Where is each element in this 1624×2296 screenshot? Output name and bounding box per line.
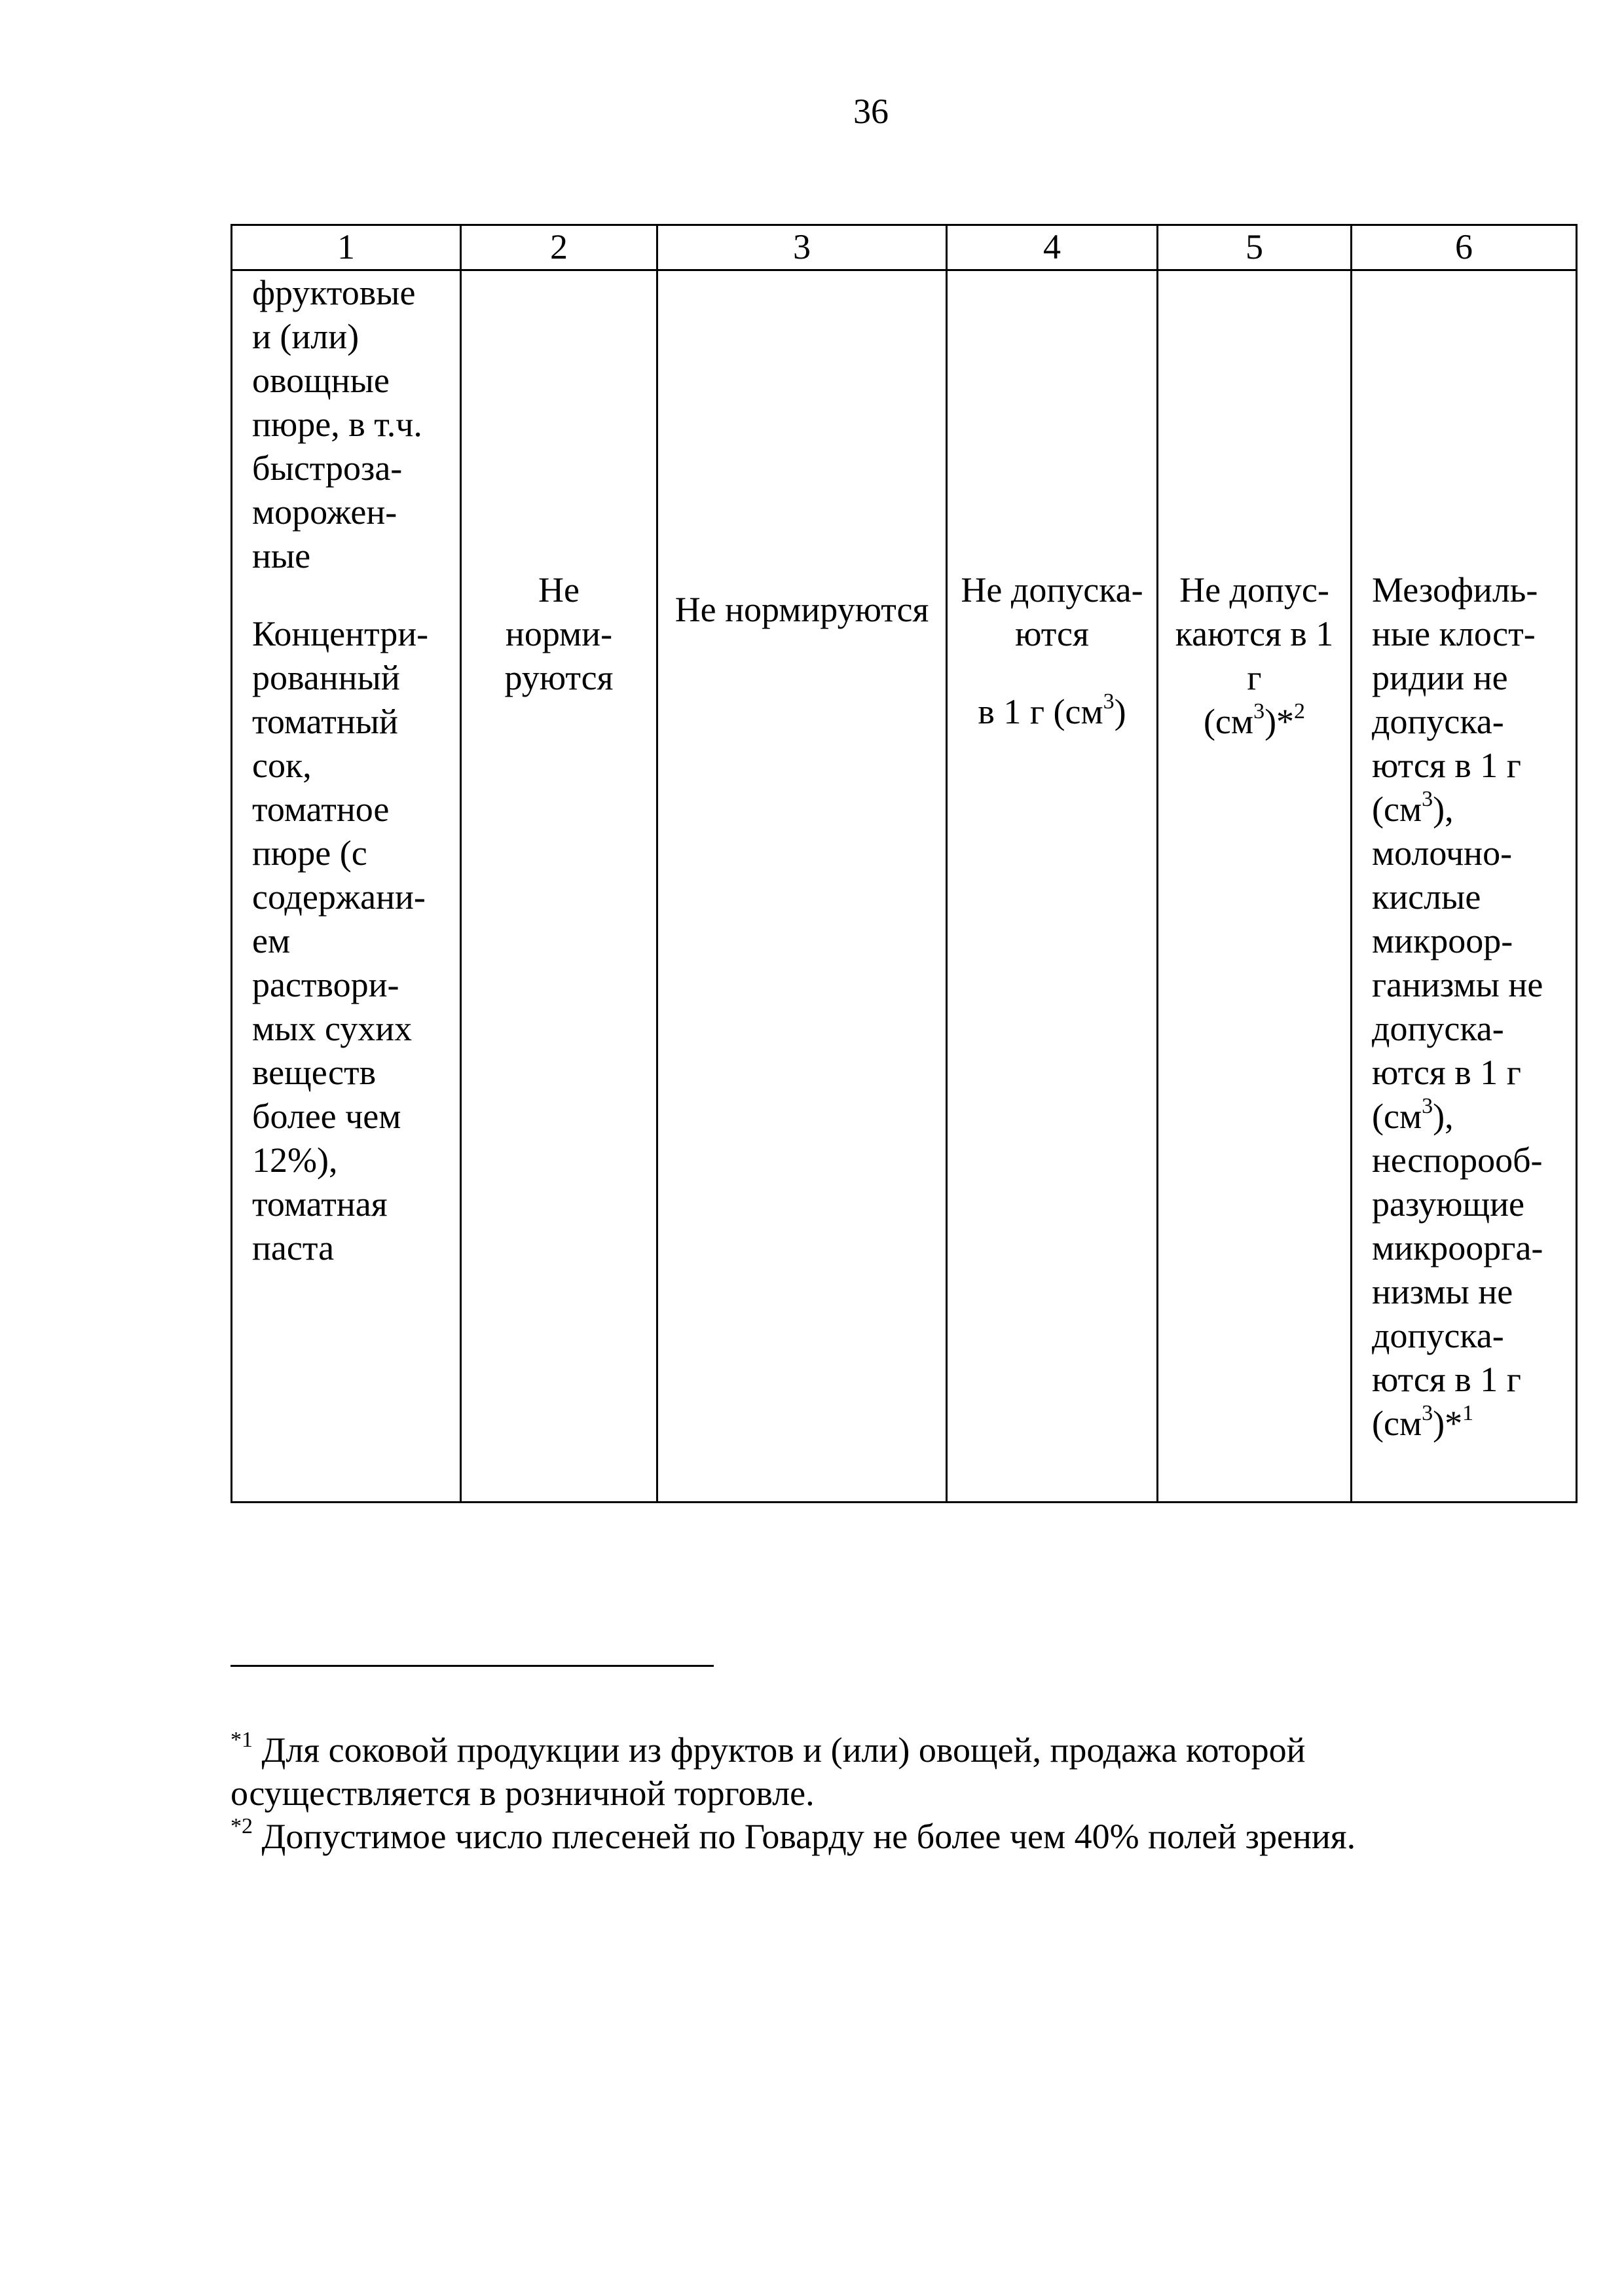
header-cell-4: 4	[947, 225, 1158, 270]
text-line: рованный	[252, 658, 400, 697]
text-line: томатное	[252, 790, 390, 829]
text-line: руются	[504, 658, 614, 697]
footnote-1-cont: осуществляется в розничной торговле.	[231, 1774, 815, 1813]
text-line: микрооргa-	[1372, 1228, 1543, 1267]
col4-cell	[947, 270, 1158, 1503]
footnote-separator	[231, 1665, 714, 1667]
text-line: морожен-	[252, 492, 397, 532]
footnote-text: Для соковой продукции из фруктов и (или) овощей, продажа которой	[253, 1730, 1306, 1770]
text-line: ются в 1 г	[1372, 1360, 1521, 1399]
text-line: $(см^3)*^2$	[1203, 699, 1306, 741]
text-line: неспорооб-	[1372, 1140, 1543, 1180]
header-cell-5: 5	[1158, 225, 1352, 270]
text-line: разующие	[1372, 1184, 1524, 1224]
text-line: в 1 г $(см^3)$	[978, 689, 1126, 731]
col3-cell	[657, 270, 947, 1503]
text-line: пюре, в т.ч.	[252, 405, 422, 444]
text-line: ганизмы не	[1372, 965, 1543, 1004]
text-line: Не допус-	[1179, 570, 1329, 610]
header-cell-3: 3	[657, 225, 947, 270]
text-line: ются в 1 г	[1372, 746, 1521, 785]
product-group-puree	[252, 271, 454, 578]
text-line: более чем	[252, 1097, 401, 1136]
page-number: 36	[853, 92, 889, 131]
text-line: ются	[1015, 614, 1089, 653]
text-line: низмы не	[1372, 1272, 1513, 1311]
text-line: содержани-	[252, 877, 426, 917]
text-line: томатный	[252, 702, 398, 741]
footnote-text: Допустимое число плесеней по Говарду не более чем 40% полей зрения.	[253, 1817, 1356, 1856]
text-line: веществ	[252, 1053, 377, 1092]
text-line: микроор-	[1372, 921, 1513, 960]
text-line: 12%),	[252, 1140, 338, 1180]
col6-cell	[1352, 270, 1577, 1503]
text-line: Мезофиль-	[1372, 570, 1538, 610]
text-line: Не	[538, 570, 580, 610]
text-line: Не допуска-	[961, 570, 1143, 610]
text-line: допуска-	[1372, 1009, 1504, 1048]
text-line: Концентри-	[252, 614, 429, 653]
text-line: паста	[252, 1228, 335, 1267]
text-line: ются в 1 г	[1372, 1053, 1521, 1092]
text-line: мых сухих	[252, 1009, 413, 1048]
text-line: быстроза-	[252, 448, 403, 488]
text-line: норми-	[505, 614, 613, 653]
footnote-marker: *1	[231, 1728, 253, 1752]
text-line: молочно-	[1372, 833, 1513, 873]
text-line: раствори-	[252, 965, 399, 1004]
text-line: ные	[252, 536, 311, 575]
header-cell-1: 1	[232, 225, 461, 270]
table-header-row	[232, 225, 1577, 270]
text-line: ные клост-	[1372, 614, 1536, 653]
footnotes	[231, 1728, 1576, 1858]
header-cell-2: 2	[461, 225, 657, 270]
text-line: ридии не	[1372, 658, 1508, 697]
col5-cell	[1158, 270, 1352, 1503]
text-line: и (или)	[252, 317, 360, 356]
text-line: пюре (с	[252, 833, 367, 873]
footnote-marker: *2	[231, 1814, 253, 1838]
text-line: ем	[252, 921, 291, 960]
text-line: $(см^3)$,	[1372, 1094, 1454, 1136]
requirements-table	[231, 224, 1578, 1503]
text-line: фруктовые	[252, 273, 416, 312]
header-cell-6: 6	[1352, 225, 1577, 270]
col2-cell	[461, 270, 657, 1503]
footnote-2	[231, 1815, 1576, 1858]
text-line: допуска-	[1372, 702, 1504, 741]
text-line: $(см^3)$,	[1372, 787, 1454, 829]
text-line: г	[1247, 658, 1262, 697]
text-line: каются в 1	[1175, 614, 1334, 653]
text-line: Не нормируются	[674, 590, 929, 629]
text-line: томатная	[252, 1184, 388, 1224]
table-row	[232, 270, 1577, 1503]
text-line: овощные	[252, 361, 390, 400]
footnote-1	[231, 1728, 1576, 1772]
text-line: сок,	[252, 746, 312, 785]
text-line: допуска-	[1372, 1316, 1504, 1355]
product-group-tomato	[252, 612, 454, 1270]
text-line: кислые	[1372, 877, 1481, 917]
text-line: $(см^3)*^1$	[1372, 1401, 1474, 1443]
product-description-cell	[232, 270, 461, 1503]
